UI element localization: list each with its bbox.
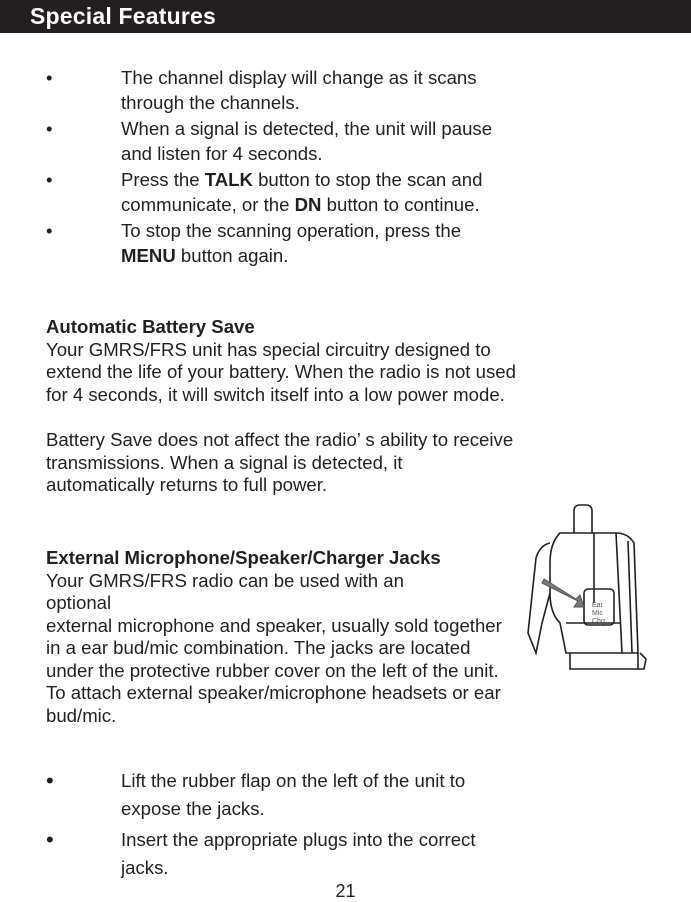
bullet-text: To stop the scanning operation, press the	[121, 220, 462, 241]
paragraph: Your GMRS/FRS unit has special circuitry designed to extend the life of your battery. When the radio is not used for 4 seconds, it will switch itself into a low power mode.	[46, 338, 516, 405]
scan-bullet-list	[46, 66, 516, 268]
paragraph	[46, 570, 516, 683]
bullet-text: Lift the rubber flap on the left of the unit to expose the jacks.	[121, 770, 466, 819]
dn-keyword: DN	[294, 193, 322, 215]
talk-keyword: TALK	[204, 169, 253, 190]
list-item	[46, 219, 516, 268]
page-title: Special Features	[30, 3, 217, 29]
radio-base	[570, 653, 638, 669]
paragraph: To attach external speaker/microphone headsets or ear bud/mic.	[46, 682, 501, 726]
radio-belt-clip	[528, 543, 550, 653]
paragraph-line: external microphone and speaker, usually sold together in a ear bud/mic combination. The jacks are located under the protective rubber cover on the left of the unit.	[46, 614, 502, 681]
bullet-icon: •	[46, 768, 54, 793]
bullet-icon: •	[46, 220, 53, 241]
radio-grip-line	[616, 533, 622, 653]
section-heading: External Microphone/Speaker/Charger Jacks	[46, 547, 441, 568]
bullet-text: Press the	[121, 169, 205, 190]
bullet-icon: •	[46, 67, 53, 88]
bullet-icon: •	[46, 827, 54, 852]
bullet-text: button to stop the scan and communicate, or the	[121, 169, 483, 215]
external-jacks-section	[46, 547, 518, 727]
page-number: 21	[335, 881, 356, 901]
header-bar	[0, 0, 691, 33]
bullet-text: button again.	[175, 244, 289, 266]
battery-save-section	[46, 316, 516, 497]
radio-antenna	[574, 505, 592, 533]
section-heading: Automatic Battery Save	[46, 316, 255, 337]
bullet-text: button to continue.	[321, 193, 480, 215]
list-item	[46, 826, 526, 882]
paragraph-line: Your GMRS/FRS radio can be used with an	[46, 569, 404, 591]
list-item	[46, 117, 516, 166]
bullet-icon: •	[46, 169, 53, 190]
paragraph-line: optional	[46, 592, 112, 613]
list-item	[46, 168, 516, 217]
radio-grip-line	[628, 541, 632, 653]
jack-label: Mic	[592, 610, 603, 617]
bullet-text: The channel display will change as it scans through the channels.	[121, 67, 477, 113]
jack-label: Ear	[592, 602, 603, 609]
list-item	[46, 767, 526, 823]
radio-base-foot	[638, 653, 646, 669]
jack-label: Chg	[592, 618, 605, 625]
radio-side-illustration	[520, 503, 660, 683]
list-item	[46, 66, 516, 115]
menu-keyword: MENU	[121, 244, 176, 266]
paragraph: Battery Save does not affect the radio’ s ability to receive transmissions. When a signal is detected, it automatically returns to full power.	[46, 429, 514, 495]
jack-bullet-list	[46, 767, 526, 882]
bullet-text: Insert the appropriate plugs into the correct jacks.	[121, 829, 476, 878]
bullet-text: When a signal is detected, the unit will pause and listen for 4 seconds.	[121, 118, 493, 164]
pointer-arrow-icon	[542, 579, 584, 607]
bullet-icon: •	[46, 118, 53, 139]
